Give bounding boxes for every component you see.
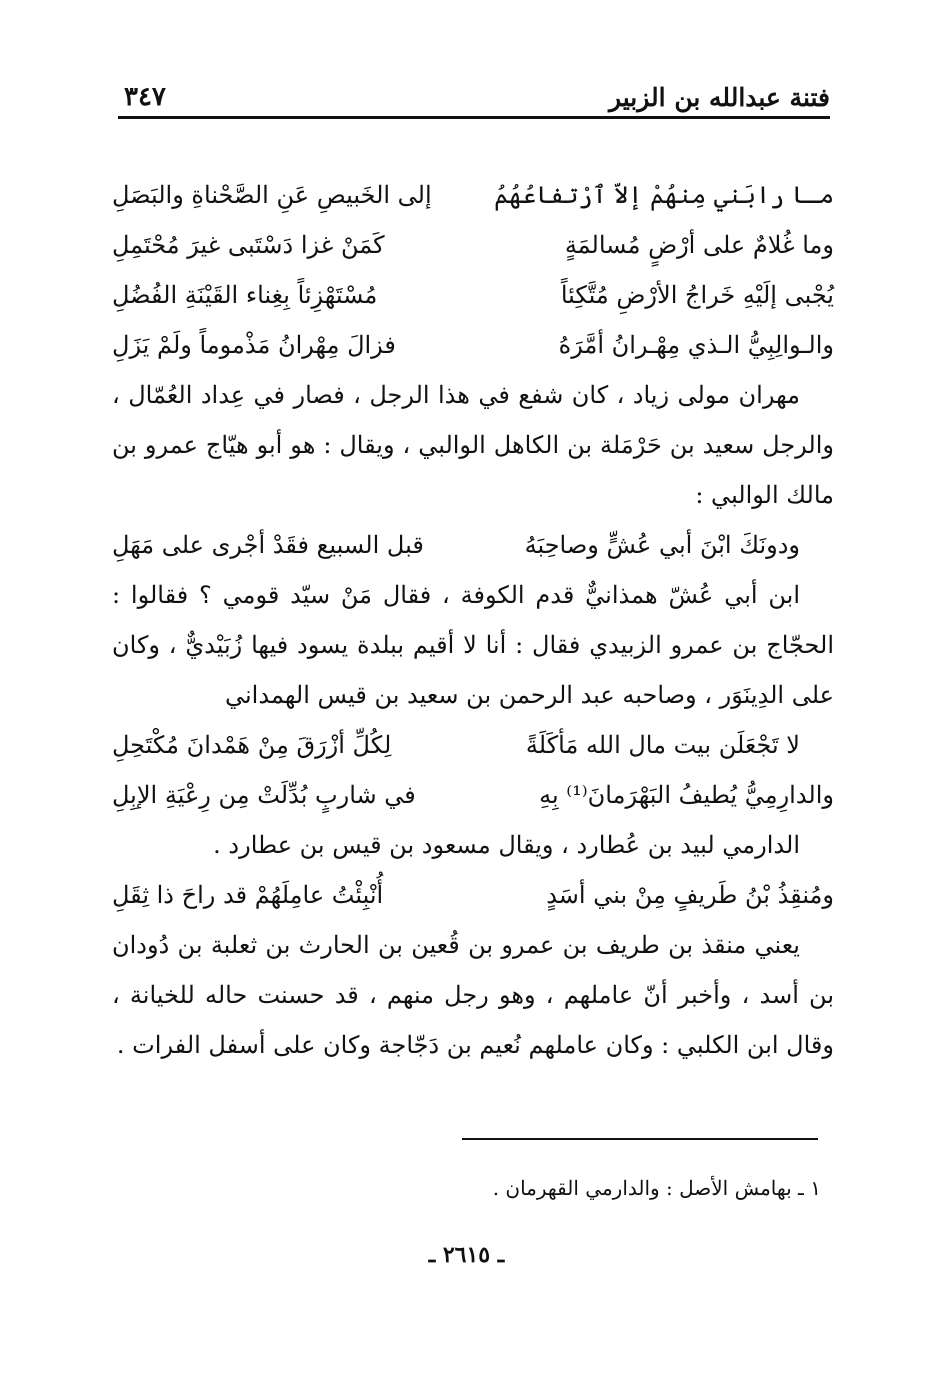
verse-first-hemistich: يُجْبى إلَيْهِ خَراجُ الأرْضِ مُتَّكِئاً bbox=[560, 281, 834, 309]
commentary-paragraph: مهران مولى زياد ، كان شفع في هذا الرجل ، فصار في عِداد العُمّال ، والرجل سعيد بن حَرْمَلة بن الكاهل الوالبي ، ويقال : هو أبو هيّاج عمرو بن مالك الوالبي : bbox=[112, 381, 834, 509]
verse-second-hemistich: في شاربٍ بُدِّلَتْ مِن رِعْيَةِ الإبِلِ bbox=[112, 781, 416, 809]
verse-line bbox=[112, 270, 834, 320]
verse-line bbox=[112, 320, 834, 370]
commentary-paragraph: الدارمي لبيد بن عُطارد ، ويقال مسعود بن قيس بن عطارد . bbox=[213, 831, 800, 859]
verse-second-hemistich: أُنْبِئْتُ عامِلَهُمْ قد راحَ ذا ثِقَلِ bbox=[112, 881, 384, 909]
verse-line bbox=[112, 520, 834, 570]
verse-line bbox=[112, 720, 834, 770]
verse-line bbox=[112, 770, 834, 820]
verse-second-hemistich: فزالَ مِهْرانُ مَذْموماً ولَمْ يَزَلِ bbox=[112, 331, 396, 359]
footnote-rule bbox=[462, 1138, 818, 1140]
page-number: ٣٤٧ bbox=[124, 82, 166, 112]
verse-first-hemistich: مـا رابَني مِنهُمْ إلاّ ٱرْتفاعُهُمُ bbox=[494, 181, 834, 209]
folio-number: ـ ٢٦١٥ ـ bbox=[428, 1242, 505, 1268]
verse-second-hemistich: مُسْتَهْزِئاً بِغِناء القَيْنَةِ الفُضُلِ bbox=[112, 281, 378, 309]
verse-second-hemistich: كَمَنْ غزا دَسْتَبى غيرَ مُحْتَمِلِ bbox=[112, 231, 385, 259]
chapter-title: فتنة عبدالله بن الزبير bbox=[608, 83, 830, 112]
commentary-paragraph: يعني منقذ بن طريف بن عمرو بن قُعين بن الحارث بن ثعلبة بن دُودان بن أسد ، وأخبر أنّ عاملهم ، وهو رجل منهم ، قد حسنت حاله للخيانة ، وقال ابن الكلبي : وكان عاملهم نُعيم بن دَجّاجة وكان على أسفل الفرات . bbox=[112, 931, 834, 1059]
verse-line bbox=[112, 170, 834, 220]
verse-line bbox=[112, 220, 834, 270]
header-rule bbox=[118, 116, 830, 119]
verse-first-hemistich: ودونَكَ ابْنَ أبي عُشٍّ وصاحِبَهُ bbox=[524, 531, 800, 559]
main-text bbox=[112, 170, 834, 1070]
verse-first-hemistich: لا تَجْعَلَن بيت مال الله مَأكَلَةً bbox=[525, 731, 800, 759]
verse-second-hemistich: قبل السبيع فقَدْ أجْرى على مَهَلِ bbox=[112, 531, 424, 559]
verse-first-hemistich: ومُنقِذُ بْنُ طَريفٍ مِنْ بني أسَدٍ bbox=[546, 881, 834, 909]
commentary-paragraph: ابن أبي عُشّ همذانيٌّ قدم الكوفة ، فقال مَنْ سيّد قومي ؟ فقالوا : الحجّاج بن عمرو الزبيدي فقال : أنا لا أقيم ببلدة يسود فيها زُبَيْديٌّ ، وكان على الدِينَوَر ، وصاحبه عبد الرحمن بن سعيد بن قيس الهمداني bbox=[112, 581, 834, 709]
footnote: ١ ـ بهامش الأصل : والدارمي القهرمان . bbox=[492, 1176, 821, 1200]
running-header bbox=[118, 66, 830, 118]
verse-first-hemistich: وما غُلامٌ على أرْضٍ مُسالمَةٍ bbox=[564, 231, 834, 259]
verse-second-hemistich: إلى الخَبيصِ عَنِ الصَّحْناةِ والبَصَلِ bbox=[112, 181, 432, 209]
verse-first-hemistich: والـوالِبِيُّ الـذي مِهْـرانُ أمَّرَهُ bbox=[558, 331, 834, 359]
verse-second-hemistich: لِكُلِّ أزْرَقَ مِنْ هَمْدانَ مُكْتَحِلِ bbox=[112, 731, 392, 759]
verse-line bbox=[112, 870, 834, 920]
verse-first-hemistich: والدارِمِيُّ يُطيفُ البَهْرَمانَ⁽¹⁾ بِهِ bbox=[539, 781, 834, 809]
